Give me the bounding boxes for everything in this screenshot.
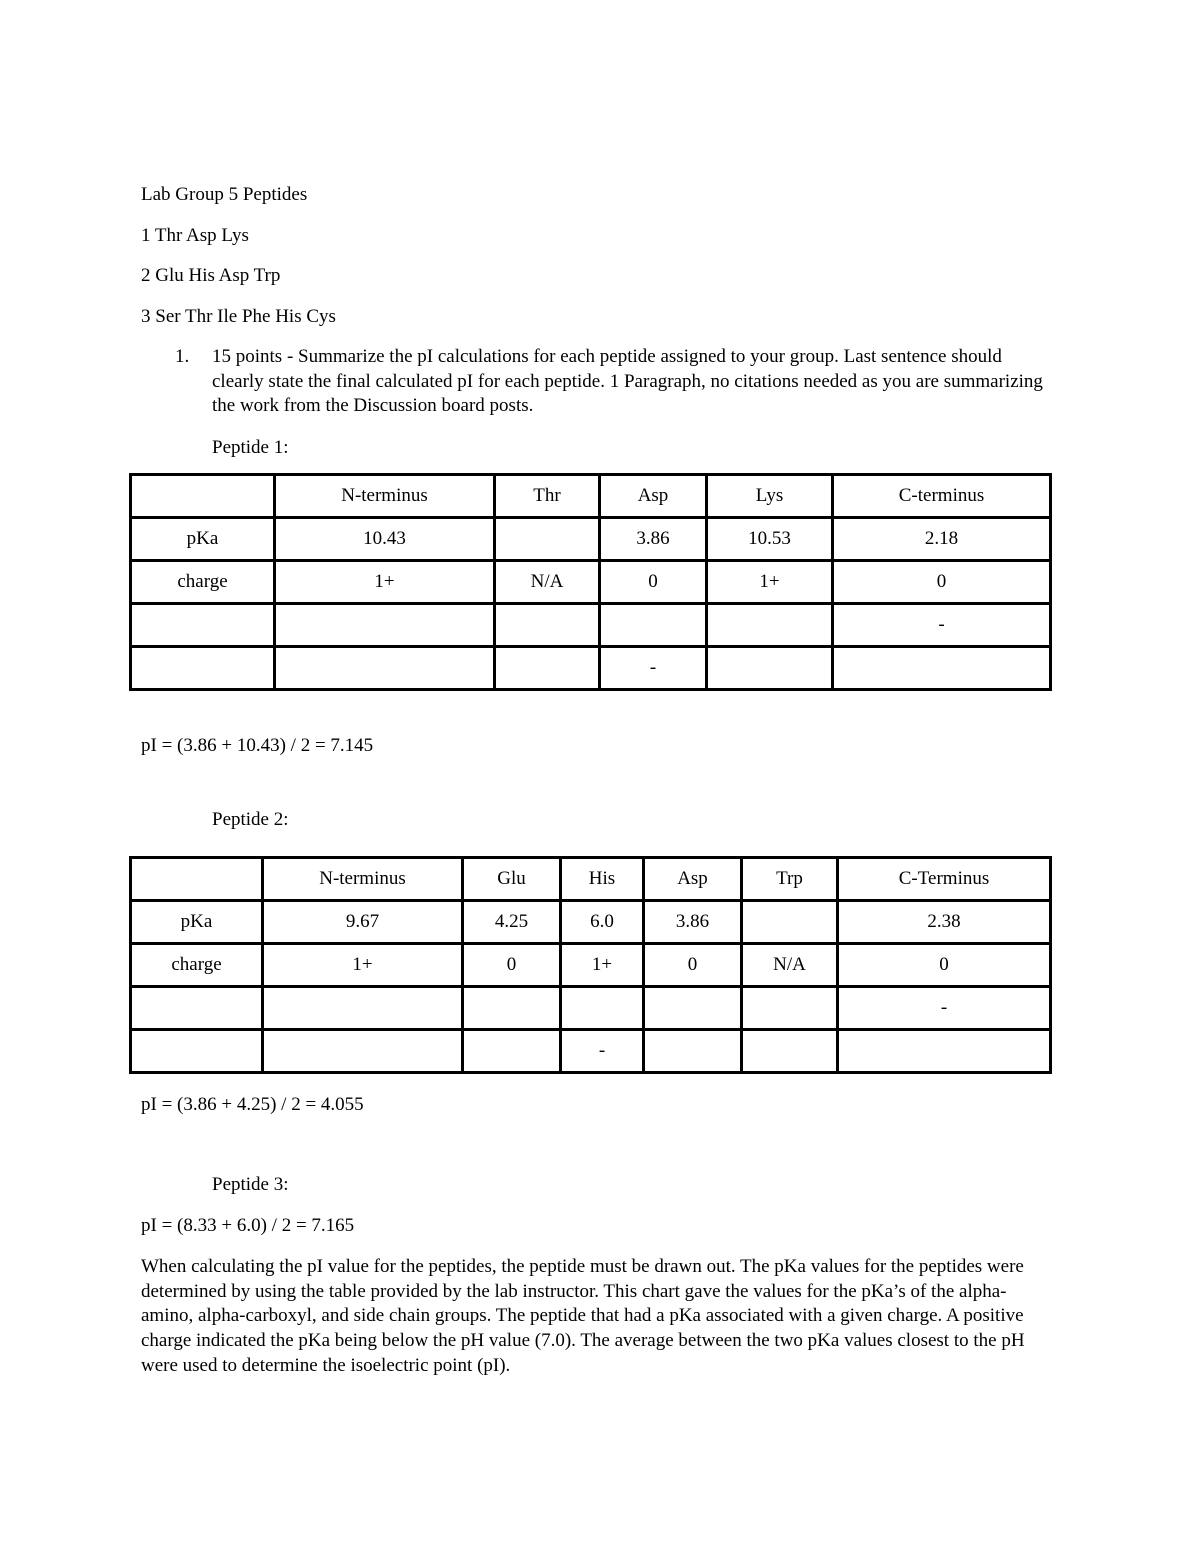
table-cell [131, 604, 275, 647]
table-cell [131, 1030, 263, 1073]
table-cell: 1+ [561, 944, 644, 987]
table-cell: N/A [742, 944, 838, 987]
table-cell [275, 647, 495, 690]
table-header-cell: N-terminus [263, 858, 463, 901]
table-cell [131, 987, 263, 1030]
table-cell: - [838, 987, 1051, 1030]
table-row [131, 944, 1051, 987]
table-row [131, 518, 1051, 561]
table-cell [263, 1030, 463, 1073]
table-header-cell: Glu [463, 858, 561, 901]
peptide-list-item: 1 Thr Asp Lys [141, 225, 249, 246]
table-cell: 0 [644, 944, 742, 987]
table-header-cell: Asp [600, 475, 707, 518]
table-cell [742, 987, 838, 1030]
table-header-cell: His [561, 858, 644, 901]
table-cell: 10.53 [707, 518, 833, 561]
peptide1-pi: pI = (3.86 + 10.43) / 2 = 7.145 [141, 735, 374, 756]
table-header-cell: C-Terminus [838, 858, 1051, 901]
table-cell: N/A [495, 561, 600, 604]
peptide1-table [129, 473, 1052, 691]
table-cell: 6.0 [561, 901, 644, 944]
table-cell: 10.43 [275, 518, 495, 561]
table-row [131, 604, 1051, 647]
table-cell [600, 604, 707, 647]
peptide3-pi: pI = (8.33 + 6.0) / 2 = 7.165 [141, 1215, 355, 1236]
table-cell: 2.18 [833, 518, 1051, 561]
question-number: 1. [175, 346, 190, 367]
peptide-list-item: 3 Ser Thr Ile Phe His Cys [141, 306, 336, 327]
peptide-list-item: 2 Glu His Asp Trp [141, 265, 281, 286]
peptide2-pi: pI = (3.86 + 4.25) / 2 = 4.055 [141, 1094, 364, 1115]
peptide3-label: Peptide 3: [212, 1174, 289, 1195]
table-row [131, 901, 1051, 944]
peptide1-label: Peptide 1: [212, 437, 289, 458]
page-heading: Lab Group 5 Peptides [141, 184, 308, 205]
table-cell: 1+ [263, 944, 463, 987]
table-row [131, 475, 1051, 518]
table-cell [131, 647, 275, 690]
table-cell [463, 1030, 561, 1073]
table-header-cell: Trp [742, 858, 838, 901]
table-cell: - [600, 647, 707, 690]
table-cell [707, 647, 833, 690]
table-cell: 0 [833, 561, 1051, 604]
table-row [131, 858, 1051, 901]
table-cell [742, 901, 838, 944]
table-cell: 1+ [275, 561, 495, 604]
table-header-cell: Lys [707, 475, 833, 518]
table-row [131, 561, 1051, 604]
table-cell [561, 987, 644, 1030]
table-cell: 1+ [707, 561, 833, 604]
table-cell [644, 1030, 742, 1073]
table-header-cell: Thr [495, 475, 600, 518]
table-cell: 4.25 [463, 901, 561, 944]
table-cell: 3.86 [600, 518, 707, 561]
table-cell [463, 987, 561, 1030]
table-cell: 0 [463, 944, 561, 987]
table-cell [644, 987, 742, 1030]
summary-paragraph: When calculating the pI value for the peptides, the peptide must be drawn out. The pKa values for the peptides were determined by using the table provided by the lab instructor. This chart gave the values for the pKa’s of the alpha-amino, alpha-carboxyl, and side chain groups. The peptide that had a pKa associated with a given charge. A positive charge indicated the pKa being below the pH value (7.0). The average between the two pKa values closest to the pH were used to determine the isoelectric point (pI). [141, 1256, 1025, 1376]
table-cell: 3.86 [644, 901, 742, 944]
table-cell: charge [131, 561, 275, 604]
table-cell: pKa [131, 901, 263, 944]
table-cell: 0 [838, 944, 1051, 987]
table-row [131, 647, 1051, 690]
peptide2-table [129, 856, 1052, 1074]
table-row [131, 1030, 1051, 1073]
table-header-cell: Asp [644, 858, 742, 901]
table-cell [275, 604, 495, 647]
table-header-cell: C-terminus [833, 475, 1051, 518]
table-cell: charge [131, 944, 263, 987]
table-cell [838, 1030, 1051, 1073]
table-cell: 9.67 [263, 901, 463, 944]
table-cell [495, 647, 600, 690]
table-header-cell: N-terminus [275, 475, 495, 518]
table-cell [263, 987, 463, 1030]
table-cell [707, 604, 833, 647]
table-row [131, 987, 1051, 1030]
peptide2-label: Peptide 2: [212, 809, 289, 830]
question-text: 15 points - Summarize the pI calculations for each peptide assigned to your group. Last sentence should clearly state the final calculated pI for each peptide. 1 Paragraph, no citations needed as you are summarizing the work from the Discussion board posts. [212, 346, 1043, 417]
table-cell: - [561, 1030, 644, 1073]
table-cell [742, 1030, 838, 1073]
table-cell [131, 475, 275, 518]
table-cell: 2.38 [838, 901, 1051, 944]
table-cell [495, 604, 600, 647]
table-cell [495, 518, 600, 561]
table-cell [833, 647, 1051, 690]
table-cell: 0 [600, 561, 707, 604]
table-cell: pKa [131, 518, 275, 561]
table-cell [131, 858, 263, 901]
table-cell: - [833, 604, 1051, 647]
